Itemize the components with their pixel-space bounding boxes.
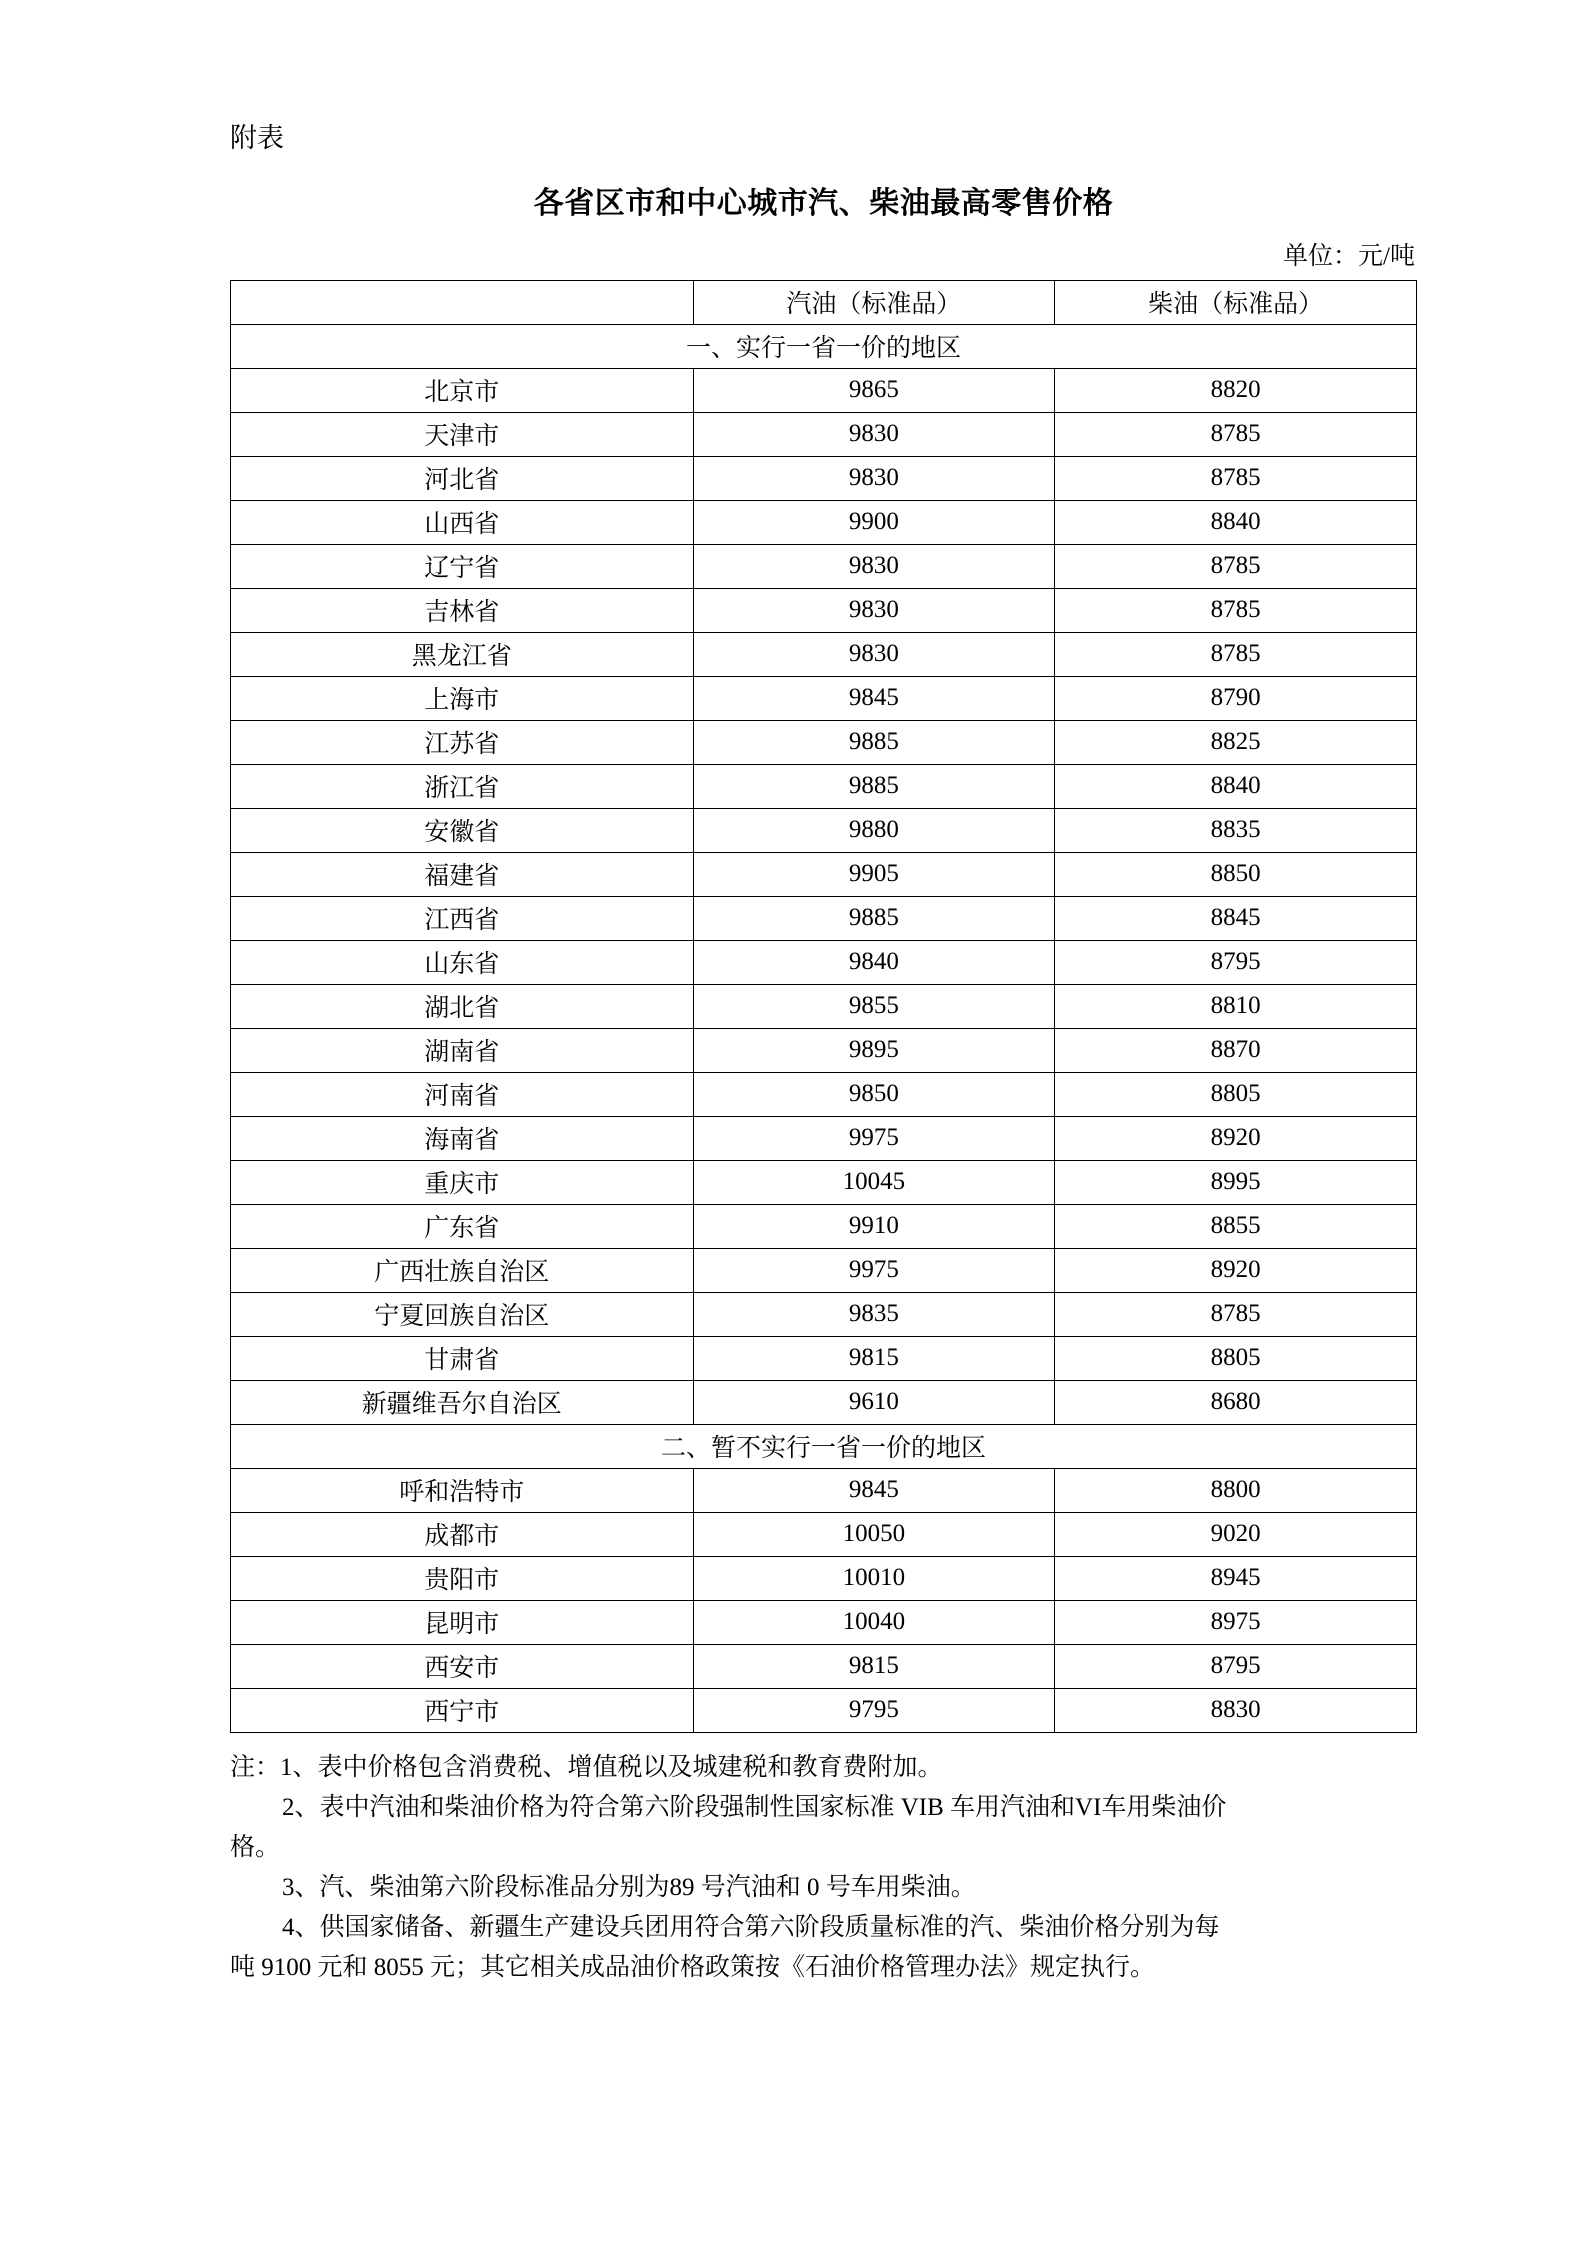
table-row: [231, 500, 1417, 544]
cell-gasoline-price: 9845: [693, 1468, 1055, 1512]
table-row: [231, 1644, 1417, 1688]
cell-region: 浙江省: [231, 764, 694, 808]
cell-gasoline-price: 9975: [693, 1248, 1055, 1292]
cell-diesel-price: 8825: [1055, 720, 1417, 764]
table-row: [231, 456, 1417, 500]
column-header-gasoline: 汽油（标准品）: [693, 280, 1055, 324]
cell-diesel-price: 8785: [1055, 412, 1417, 456]
cell-region: 河北省: [231, 456, 694, 500]
cell-diesel-price: 8920: [1055, 1248, 1417, 1292]
note-4: 4、供国家储备、新疆生产建设兵团用符合第六阶段质量标准的汽、柴油价格分别为每: [282, 1913, 1220, 1941]
cell-gasoline-price: 10010: [693, 1556, 1055, 1600]
cell-diesel-price: 8820: [1055, 368, 1417, 412]
cell-region: 西安市: [231, 1644, 694, 1688]
cell-diesel-price: 8805: [1055, 1336, 1417, 1380]
cell-gasoline-price: 9900: [693, 500, 1055, 544]
cell-diesel-price: 8790: [1055, 676, 1417, 720]
cell-gasoline-price: 9905: [693, 852, 1055, 896]
cell-diesel-price: 8830: [1055, 1688, 1417, 1732]
note-2-cont: 格。: [230, 1833, 281, 1861]
cell-diesel-price: 8795: [1055, 940, 1417, 984]
table-row: [231, 1028, 1417, 1072]
cell-diesel-price: 8920: [1055, 1116, 1417, 1160]
table-row: [231, 588, 1417, 632]
cell-diesel-price: 8975: [1055, 1600, 1417, 1644]
cell-diesel-price: 8680: [1055, 1380, 1417, 1424]
cell-diesel-price: 8785: [1055, 588, 1417, 632]
cell-diesel-price: 8870: [1055, 1028, 1417, 1072]
cell-diesel-price: 8995: [1055, 1160, 1417, 1204]
note-2: 2、表中汽油和柴油价格为符合第六阶段强制性国家标准 VIB 车用汽油和VI车用柴油价: [282, 1793, 1227, 1821]
table-row: [231, 720, 1417, 764]
table-row: [231, 1248, 1417, 1292]
table-row: [231, 412, 1417, 456]
cell-region: 北京市: [231, 368, 694, 412]
cell-gasoline-price: 9855: [693, 984, 1055, 1028]
cell-gasoline-price: 9830: [693, 412, 1055, 456]
cell-region: 呼和浩特市: [231, 1468, 694, 1512]
cell-region: 甘肃省: [231, 1336, 694, 1380]
cell-region: 成都市: [231, 1512, 694, 1556]
cell-gasoline-price: 9815: [693, 1644, 1055, 1688]
table-row: [231, 1292, 1417, 1336]
table-row: [231, 896, 1417, 940]
cell-region: 黑龙江省: [231, 632, 694, 676]
table-row: [231, 1336, 1417, 1380]
note-4-cont: 吨 9100 元和 8055 元；其它相关成品油价格政策按《石油价格管理办法》规定执行。: [230, 1953, 1156, 1981]
table-row: [231, 368, 1417, 412]
cell-gasoline-price: 9880: [693, 808, 1055, 852]
note-3: 3、汽、柴油第六阶段标准品分别为89 号汽油和 0 号车用柴油。: [282, 1873, 976, 1901]
table-row: [231, 852, 1417, 896]
unit-label: 单位：元/吨: [1283, 242, 1415, 270]
table-row: [231, 764, 1417, 808]
cell-region: 广东省: [231, 1204, 694, 1248]
cell-gasoline-price: 9885: [693, 896, 1055, 940]
table-row: [231, 1512, 1417, 1556]
cell-region: 吉林省: [231, 588, 694, 632]
cell-diesel-price: 8785: [1055, 1292, 1417, 1336]
cell-diesel-price: 8785: [1055, 456, 1417, 500]
cell-gasoline-price: 9830: [693, 456, 1055, 500]
cell-region: 福建省: [231, 852, 694, 896]
cell-gasoline-price: 9885: [693, 720, 1055, 764]
table-row: [231, 1468, 1417, 1512]
cell-diesel-price: 8810: [1055, 984, 1417, 1028]
cell-gasoline-price: 9835: [693, 1292, 1055, 1336]
cell-diesel-price: 8845: [1055, 896, 1417, 940]
cell-region: 海南省: [231, 1116, 694, 1160]
cell-region: 江西省: [231, 896, 694, 940]
cell-region: 天津市: [231, 412, 694, 456]
cell-diesel-price: 8795: [1055, 1644, 1417, 1688]
cell-gasoline-price: 9815: [693, 1336, 1055, 1380]
table-section-row: [231, 324, 1417, 368]
cell-region: 宁夏回族自治区: [231, 1292, 694, 1336]
column-header-diesel: 柴油（标准品）: [1055, 280, 1417, 324]
cell-region: 新疆维吾尔自治区: [231, 1380, 694, 1424]
cell-gasoline-price: 9865: [693, 368, 1055, 412]
cell-gasoline-price: 9830: [693, 544, 1055, 588]
table-body: [231, 324, 1417, 1732]
cell-region: 湖北省: [231, 984, 694, 1028]
cell-gasoline-price: 9795: [693, 1688, 1055, 1732]
table-row: [231, 1600, 1417, 1644]
cell-gasoline-price: 9910: [693, 1204, 1055, 1248]
cell-gasoline-price: 10045: [693, 1160, 1055, 1204]
table-section-row: [231, 1424, 1417, 1468]
cell-gasoline-price: 9610: [693, 1380, 1055, 1424]
cell-region: 广西壮族自治区: [231, 1248, 694, 1292]
cell-region: 辽宁省: [231, 544, 694, 588]
cell-diesel-price: 8840: [1055, 764, 1417, 808]
table-header-row: [231, 280, 1417, 324]
cell-region: 上海市: [231, 676, 694, 720]
table-row: [231, 1072, 1417, 1116]
cell-gasoline-price: 9850: [693, 1072, 1055, 1116]
cell-gasoline-price: 10040: [693, 1600, 1055, 1644]
cell-region: 山东省: [231, 940, 694, 984]
cell-gasoline-price: 9830: [693, 632, 1055, 676]
table-row: [231, 984, 1417, 1028]
table-row: [231, 544, 1417, 588]
cell-gasoline-price: 9885: [693, 764, 1055, 808]
column-header-region: [231, 280, 694, 324]
cell-region: 贵阳市: [231, 1556, 694, 1600]
cell-region: 湖南省: [231, 1028, 694, 1072]
cell-diesel-price: 8785: [1055, 632, 1417, 676]
cell-region: 昆明市: [231, 1600, 694, 1644]
cell-region: 安徽省: [231, 808, 694, 852]
cell-diesel-price: 8835: [1055, 808, 1417, 852]
table-section-heading: 二、暂不实行一省一价的地区: [231, 1424, 1417, 1468]
cell-diesel-price: 8945: [1055, 1556, 1417, 1600]
cell-gasoline-price: 9895: [693, 1028, 1055, 1072]
cell-region: 重庆市: [231, 1160, 694, 1204]
cell-diesel-price: 8785: [1055, 544, 1417, 588]
table-header: [231, 280, 1417, 324]
cell-diesel-price: 8800: [1055, 1468, 1417, 1512]
table-row: [231, 808, 1417, 852]
cell-diesel-price: 8840: [1055, 500, 1417, 544]
attachment-label: 附表: [230, 123, 284, 153]
price-table: [230, 280, 1417, 1733]
cell-gasoline-price: 9830: [693, 588, 1055, 632]
page-title: 各省区市和中心城市汽、柴油最高零售价格: [533, 186, 1114, 220]
cell-gasoline-price: 10050: [693, 1512, 1055, 1556]
cell-region: 山西省: [231, 500, 694, 544]
table-row: [231, 632, 1417, 676]
table-row: [231, 940, 1417, 984]
table-row: [231, 1204, 1417, 1248]
notes-section: [230, 1749, 1417, 1987]
table-section-heading: 一、实行一省一价的地区: [231, 324, 1417, 368]
cell-region: 江苏省: [231, 720, 694, 764]
table-row: [231, 676, 1417, 720]
cell-gasoline-price: 9845: [693, 676, 1055, 720]
cell-gasoline-price: 9975: [693, 1116, 1055, 1160]
table-row: [231, 1556, 1417, 1600]
cell-diesel-price: 8855: [1055, 1204, 1417, 1248]
cell-diesel-price: 8805: [1055, 1072, 1417, 1116]
cell-region: 河南省: [231, 1072, 694, 1116]
cell-diesel-price: 9020: [1055, 1512, 1417, 1556]
table-row: [231, 1116, 1417, 1160]
note-1: 注：1、表中价格包含消费税、增值税以及城建税和教育费附加。: [230, 1753, 943, 1781]
cell-gasoline-price: 9840: [693, 940, 1055, 984]
table-row: [231, 1688, 1417, 1732]
cell-region: 西宁市: [231, 1688, 694, 1732]
cell-diesel-price: 8850: [1055, 852, 1417, 896]
table-row: [231, 1160, 1417, 1204]
table-row: [231, 1380, 1417, 1424]
